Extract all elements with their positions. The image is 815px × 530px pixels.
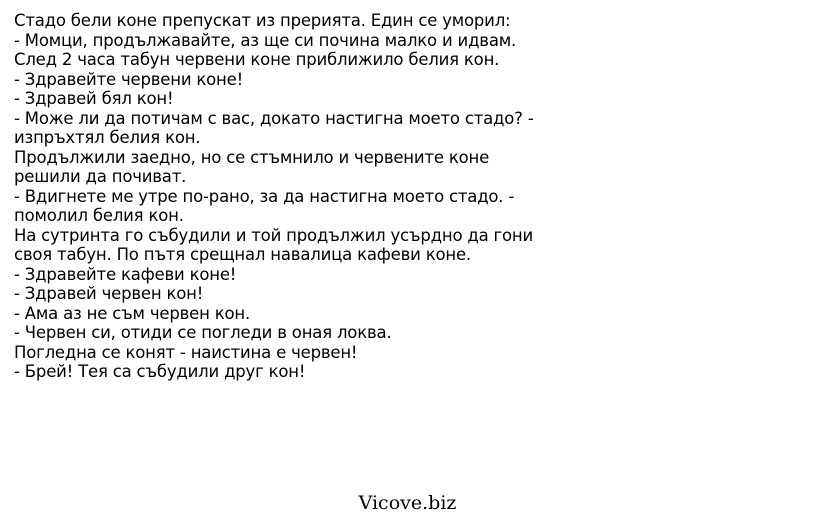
joke-line: - Брей! Тея са събудили друг кон! — [14, 362, 306, 381]
joke-line: - Здравейте червени коне! — [14, 69, 243, 89]
joke-line: - Червен си, отиди се погледи в оная локва. — [14, 323, 392, 342]
joke-line: Погледна се конят - наистина е червен! — [14, 342, 358, 362]
joke-line: - Ама аз не съм червен кон. — [14, 303, 251, 323]
joke-line: Стадо бели коне препускат из прерията. Един се уморил: — [14, 11, 511, 30]
joke-line: - Здравейте кафеви коне! — [14, 264, 237, 284]
joke-line: Продължили заедно, но се стъмнило и червените коне — [14, 147, 490, 167]
joke-line: решили да почиват. — [14, 167, 187, 186]
joke-line: - Здравей бял кон! — [14, 89, 174, 108]
joke-line: - Момци, продължавайте, аз ще си почина малко и идвам. — [14, 30, 517, 50]
joke-line: изпръхтял белия кон. — [14, 128, 201, 147]
joke-line: След 2 часа табун червени коне приближило белия кон. — [14, 50, 500, 69]
joke-line: помолил белия кон. — [14, 206, 184, 225]
joke-line: - Вдигнете ме утре по-рано, за да настигна моето стадо. - — [14, 186, 515, 206]
site-watermark: Vicove.biz — [358, 492, 457, 514]
joke-line: На сутринта го събудили и той продължил усърдно да гони — [14, 225, 534, 245]
joke-text — [14, 11, 804, 382]
joke-line: - Здравей червен кон! — [14, 284, 204, 303]
joke-line: - Може ли да потичам с вас, докато настигна моето стадо? - — [14, 108, 534, 128]
joke-line: своя табун. По пътя срещнал навалица кафеви коне. — [14, 245, 471, 264]
